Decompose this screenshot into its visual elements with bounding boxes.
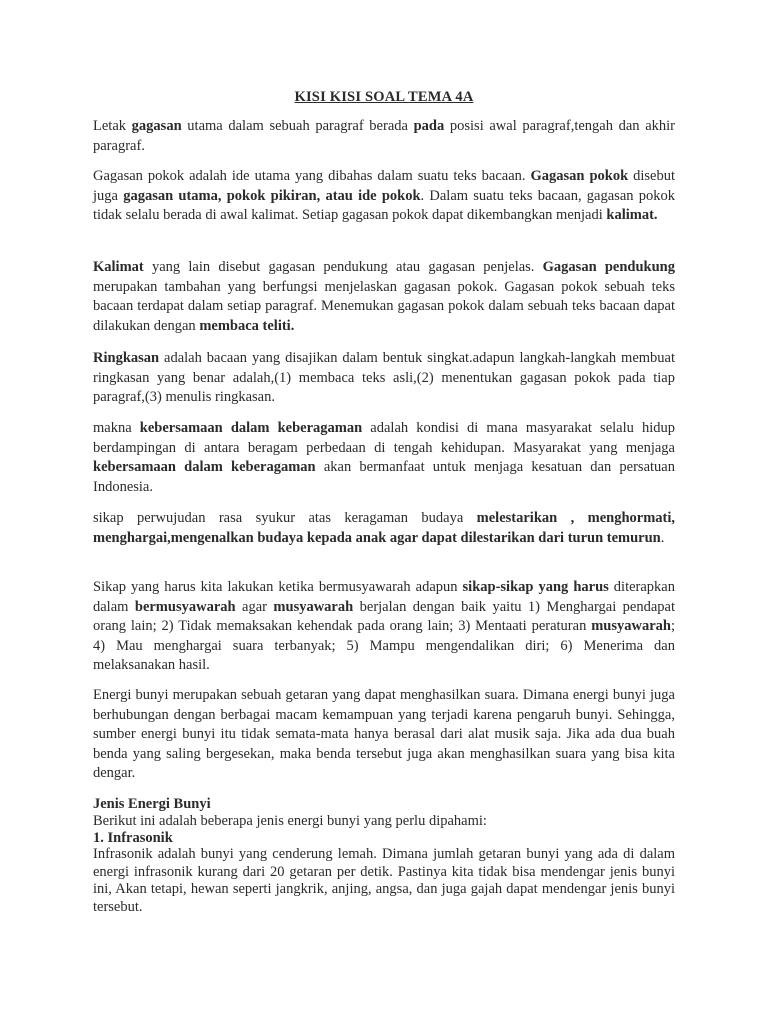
text-run: Sikap yang harus kita lakukan ketika bermusyawarah adapun: [93, 579, 463, 595]
paragraph-gagasan-letak: [93, 117, 675, 156]
text-run: berjalan dengan baik yaitu 1) Menghargai pendapat orang lain; 2) Tidak memaksakan kehendak pada orang lain; 3) Mentaati peraturan: [93, 598, 676, 635]
bold-text-run: Gagasan pokok: [530, 168, 629, 184]
subsection-heading: 1. Infrasonik: [93, 830, 173, 846]
text-run: utama dalam sebuah paragraf berada: [181, 118, 414, 134]
paragraph-gagasan-pokok: [93, 167, 675, 226]
bold-text-run: gagasan utama, pokok pikiran, atau ide pokok: [123, 187, 421, 204]
bold-text-run: kalimat.: [606, 207, 658, 224]
bold-text-run: pada: [413, 118, 445, 134]
section-heading: Jenis Energi Bunyi: [93, 796, 211, 812]
paragraph-musyawarah: [93, 578, 675, 676]
text-run: makna: [93, 420, 140, 436]
bold-text-run: Gagasan pendukung: [542, 259, 675, 275]
bold-text-run: Ringkasan: [93, 350, 160, 366]
text-run: sikap perwujudan rasa syukur atas keragaman budaya: [93, 510, 477, 526]
bold-text-run: kebersamaan dalam keberagaman: [93, 459, 316, 476]
text-run: Energi bunyi merupakan sebuah getaran yang dapat menghasilkan suara. Dimana energi bunyi juga berhubungan dengan berbagai macam kemampuan yang terjadi karena pengaruh bunyi. Sehingga, sumber energi bunyi itu tidak semata-mata hanya berasal dari alat musik saja. Jika ada dua buah benda yang saling bergesekan, maka benda tersebut juga akan menghasilkan suara yang bisa kita dengar.: [93, 687, 675, 782]
text-run: Gagasan pokok adalah ide utama yang dibahas dalam suatu teks bacaan.: [93, 168, 531, 184]
text-run: adalah kondisi di mana masyarakat selalu hidup berdampingan di antara beragam perbedaan di tengah kehidupan. Masyarakat yang menjaga: [93, 420, 676, 456]
paragraph-kebersamaan: [93, 419, 675, 497]
text-run: posisi awal paragraf,tengah dan akhir paragraf.: [93, 118, 675, 154]
text-run: adalah bacaan yang disajikan dalam bentuk singkat.adapun langkah-langkah membuat ringkasan yang benar adalah,(1) membaca teks asli,(2) menentukan gagasan pokok pada tiap paragraf,(3) menulis ringkasan.: [93, 350, 675, 406]
text-run: akan bermanfaat untuk menjaga kesatuan dan persatuan Indonesia.: [93, 459, 675, 495]
text-run: .: [660, 529, 665, 546]
bold-text-run: bermusyawarah: [134, 598, 236, 615]
bold-text-run: melestarikan , menghormati, menghargai,mengenalkan budaya kepada anak agar dapat dilestarikan dari turun temurun: [93, 510, 676, 546]
text-run: disebut juga: [93, 168, 676, 204]
document-title: KISI KISI SOAL TEMA 4A: [294, 89, 474, 105]
text-run: diterapkan dalam: [93, 579, 675, 615]
text-run: ; 4) Mau menghargai suara terbanyak; 5) Mampu mengendalikan diri; 6) Menerima dan melaksanakan hasil.: [93, 618, 675, 674]
text-run: yang lain disebut gagasan pendukung atau gagasan penjelas.: [143, 259, 543, 275]
bold-text-run: musyawarah: [591, 618, 671, 635]
section-intro: Berikut ini adalah beberapa jenis energi bunyi yang perlu dipahami:: [93, 813, 487, 829]
bold-text-run: gagasan: [131, 118, 182, 134]
bold-text-run: sikap-sikap yang harus: [462, 579, 609, 595]
bold-text-run: membaca teliti.: [199, 317, 295, 334]
bold-text-run: Kalimat: [93, 259, 144, 275]
bold-text-run: musyawarah: [273, 598, 354, 615]
text-run: merupakan tambahan yang berfungsi menjelaskan gagasan pokok. Gagasan pokok sebuah teks bacaan terdapat dalam setiap paragraf. Menemukan gagasan pokok dalam sebuah teks bacaan dapat dilakukan dengan: [93, 278, 675, 334]
paragraph-infrasonik: Infrasonik adalah bunyi yang cenderung lemah. Dimana jumlah getaran bunyi yang ada di dalam energi infrasonik kurang dari 20 getaran per detik. Pastinya kita tidak bisa mendengar jenis bunyi ini, Akan tetapi, hewan seperti jangkrik, anjing, angsa, dan juga gajah dapat mendengar jenis bunyi tersebut.: [93, 846, 675, 915]
text-run: Letak: [93, 118, 132, 134]
paragraph-kalimat-pendukung: [93, 258, 675, 336]
paragraph-ringkasan: [93, 349, 675, 408]
paragraph-keragaman-budaya: [93, 509, 675, 548]
bold-text-run: kebersamaan dalam keberagaman: [139, 420, 363, 436]
text-run: . Dalam suatu teks bacaan, gagasan pokok tidak selalu berada di awal kalimat. Setiap gagasan pokok dapat dikembangkan menjadi: [93, 187, 675, 224]
text-run: agar: [235, 598, 274, 615]
paragraph-energi-bunyi: [93, 686, 675, 784]
